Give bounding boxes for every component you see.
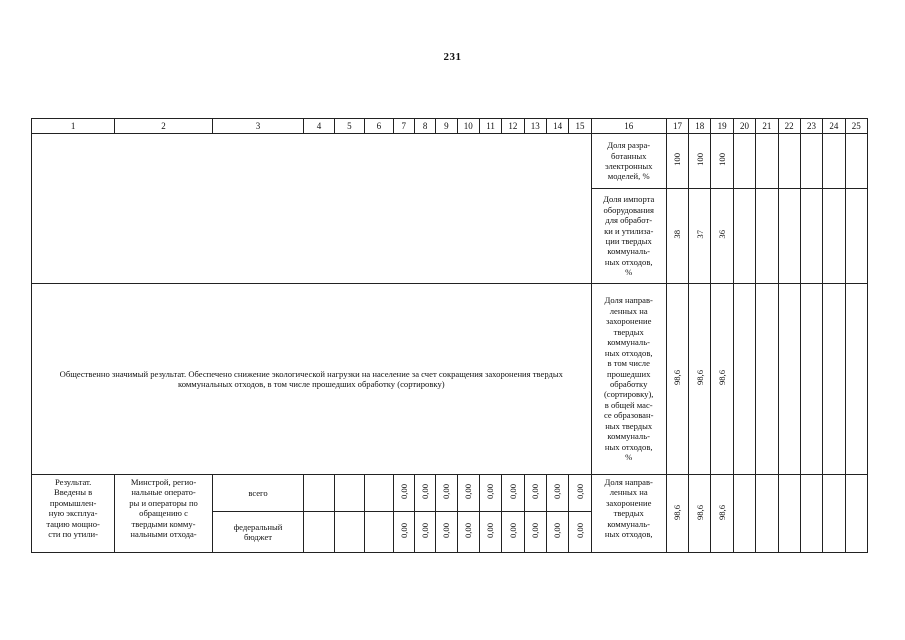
amount-text: 0,00 xyxy=(419,523,430,539)
value-text: 98,6 xyxy=(672,370,683,386)
empty-cell xyxy=(845,284,867,475)
amount-cell-10 xyxy=(457,512,479,553)
value-text: 100 xyxy=(694,153,705,167)
indicator-label: Доля направ- ленных на захоронение твердых коммуналь- ных отходов, в том числе прошедших обработку (сортировку), в общей мас- се образован- ных твердых коммуналь- ных отходов, % xyxy=(603,295,654,463)
amount-text: 0,00 xyxy=(462,523,473,539)
amount-cell-14 xyxy=(546,475,568,512)
value-text: 37 xyxy=(694,230,705,240)
header-cell: 11 xyxy=(479,119,501,134)
amount-cell-13 xyxy=(524,475,546,512)
amount-text: 0,00 xyxy=(552,484,563,500)
header-cell: 6 xyxy=(365,119,393,134)
amount-cell-15 xyxy=(569,512,591,553)
empty-cell xyxy=(733,189,755,284)
value-cell-17 xyxy=(666,134,688,189)
value-cell-19 xyxy=(711,189,733,284)
header-cell: 25 xyxy=(845,119,867,134)
header-cell: 13 xyxy=(524,119,546,134)
empty-cell xyxy=(823,134,845,189)
value-text: 98,6 xyxy=(716,504,727,520)
responsible-parties xyxy=(115,475,213,553)
amount-text: 0,00 xyxy=(530,523,541,539)
empty-cell xyxy=(800,189,822,284)
value-text: 98,6 xyxy=(672,504,683,520)
header-cell: 12 xyxy=(502,119,524,134)
amount-cell-9 xyxy=(436,475,457,512)
header-cell: 10 xyxy=(457,119,479,134)
empty-cell xyxy=(823,475,845,553)
empty-cell xyxy=(778,284,800,475)
empty-cell xyxy=(304,512,334,553)
amount-cell-8 xyxy=(414,475,435,512)
indicator-equipment-import xyxy=(591,189,666,284)
header-cell: 2 xyxy=(115,119,213,134)
indicator-label: Доля разра- ботанных электронных моделей, % xyxy=(604,140,653,182)
empty-cell xyxy=(823,284,845,475)
table-row xyxy=(32,134,868,189)
social-result-text: Общественно значимый результат. Обеспечено снижение экологической нагрузки на население за счет сокращения захоронения твердых коммунальных отходов, в том числе прошедших обработку (сортировку) xyxy=(32,284,592,475)
amount-text: 0,00 xyxy=(485,523,496,539)
empty-cell xyxy=(365,512,393,553)
amount-text: 0,00 xyxy=(419,484,430,500)
funding-source xyxy=(212,475,303,512)
amount-text: 0,00 xyxy=(485,484,496,500)
header-cell: 19 xyxy=(711,119,733,134)
empty-cell xyxy=(823,189,845,284)
amount-cell-15 xyxy=(569,475,591,512)
header-cell: 1 xyxy=(32,119,115,134)
amount-cell-11 xyxy=(479,512,501,553)
empty-cell xyxy=(845,134,867,189)
amount-text: 0,00 xyxy=(441,484,452,500)
value-cell-19 xyxy=(711,134,733,189)
table-row xyxy=(32,284,868,475)
amount-cell-7 xyxy=(393,512,414,553)
empty-cell xyxy=(778,475,800,553)
empty-cell xyxy=(756,475,778,553)
empty-cell xyxy=(845,475,867,553)
amount-cell-10 xyxy=(457,475,479,512)
header-cell: 5 xyxy=(334,119,364,134)
indicator-electronic-models xyxy=(591,134,666,189)
result-description xyxy=(32,475,115,553)
amount-text: 0,00 xyxy=(441,523,452,539)
empty-cell xyxy=(733,284,755,475)
amount-text: 0,00 xyxy=(574,484,585,500)
empty-cell xyxy=(800,134,822,189)
result-text: Результат. Введены в промышлен- ную эксплуа- тацию мощно- сти по утили- xyxy=(46,477,100,540)
indicator-landfill-share xyxy=(591,475,666,553)
header-cell: 24 xyxy=(823,119,845,134)
empty-cell xyxy=(365,475,393,512)
budget-table xyxy=(31,118,868,553)
empty-cell xyxy=(778,134,800,189)
header-cell: 21 xyxy=(756,119,778,134)
empty-cell xyxy=(733,475,755,553)
amount-cell-9 xyxy=(436,512,457,553)
value-text: 98,6 xyxy=(716,370,727,386)
value-cell-18 xyxy=(689,189,711,284)
value-text: 98,6 xyxy=(694,504,705,520)
empty-cell xyxy=(778,189,800,284)
header-cell: 15 xyxy=(569,119,591,134)
header-cell: 22 xyxy=(778,119,800,134)
value-text: 36 xyxy=(716,230,727,240)
funding-source xyxy=(212,512,303,553)
value-cell-18 xyxy=(689,134,711,189)
amount-cell-13 xyxy=(524,512,546,553)
value-text: 98,6 xyxy=(694,370,705,386)
indicator-label: Доля импорта оборудования для обработ- ки и утилиза- ции твердых коммуналь- ных отходов, % xyxy=(603,194,655,278)
header-row xyxy=(32,119,868,134)
table-row xyxy=(32,475,868,512)
amount-text: 0,00 xyxy=(530,484,541,500)
header-cell: 8 xyxy=(414,119,435,134)
amount-cell-11 xyxy=(479,475,501,512)
indicator-landfill-share xyxy=(591,284,666,475)
amount-text: 0,00 xyxy=(574,523,585,539)
amount-cell-8 xyxy=(414,512,435,553)
amount-text: 0,00 xyxy=(507,484,518,500)
value-cell-17 xyxy=(666,189,688,284)
amount-cell-12 xyxy=(502,475,524,512)
funding-source-label: всего xyxy=(248,487,268,498)
value-cell-19 xyxy=(711,284,733,475)
header-cell: 7 xyxy=(393,119,414,134)
empty-cell xyxy=(334,475,364,512)
amount-text: 0,00 xyxy=(507,523,518,539)
funding-source-label: федеральный бюджет xyxy=(233,521,283,542)
empty-cell xyxy=(800,475,822,553)
header-cell: 20 xyxy=(733,119,755,134)
empty-cell xyxy=(756,284,778,475)
header-cell: 16 xyxy=(591,119,666,134)
header-cell: 17 xyxy=(666,119,688,134)
empty-cell xyxy=(800,284,822,475)
empty-cell xyxy=(304,475,334,512)
amount-text: 0,00 xyxy=(398,484,409,500)
amount-cell-12 xyxy=(502,512,524,553)
header-cell: 18 xyxy=(689,119,711,134)
value-text: 100 xyxy=(716,153,727,167)
value-cell-18 xyxy=(689,475,711,553)
empty-cell xyxy=(733,134,755,189)
header-cell: 4 xyxy=(304,119,334,134)
indicator-label: Доля направ- ленных на захоронение твердых коммуналь- ных отходов, xyxy=(604,477,653,540)
empty-cell xyxy=(845,189,867,284)
value-cell-17 xyxy=(666,475,688,553)
empty-cell xyxy=(756,189,778,284)
value-cell-17 xyxy=(666,284,688,475)
amount-text: 0,00 xyxy=(462,484,473,500)
header-cell: 9 xyxy=(436,119,457,134)
value-text: 38 xyxy=(672,230,683,240)
empty-cell xyxy=(334,512,364,553)
amount-text: 0,00 xyxy=(398,523,409,539)
empty-merged-cell xyxy=(32,134,592,284)
value-cell-19 xyxy=(711,475,733,553)
value-cell-18 xyxy=(689,284,711,475)
amount-text: 0,00 xyxy=(552,523,563,539)
amount-cell-7 xyxy=(393,475,414,512)
amount-cell-14 xyxy=(546,512,568,553)
empty-cell xyxy=(756,134,778,189)
header-cell: 14 xyxy=(546,119,568,134)
value-text: 100 xyxy=(672,153,683,167)
header-cell: 23 xyxy=(800,119,822,134)
page-number: 231 xyxy=(443,51,462,63)
responsible-text: Минстрой, регио- нальные операто- ры и операторы по обращению с твердыми комму- нальными отхода- xyxy=(129,477,198,540)
header-cell: 3 xyxy=(212,119,303,134)
